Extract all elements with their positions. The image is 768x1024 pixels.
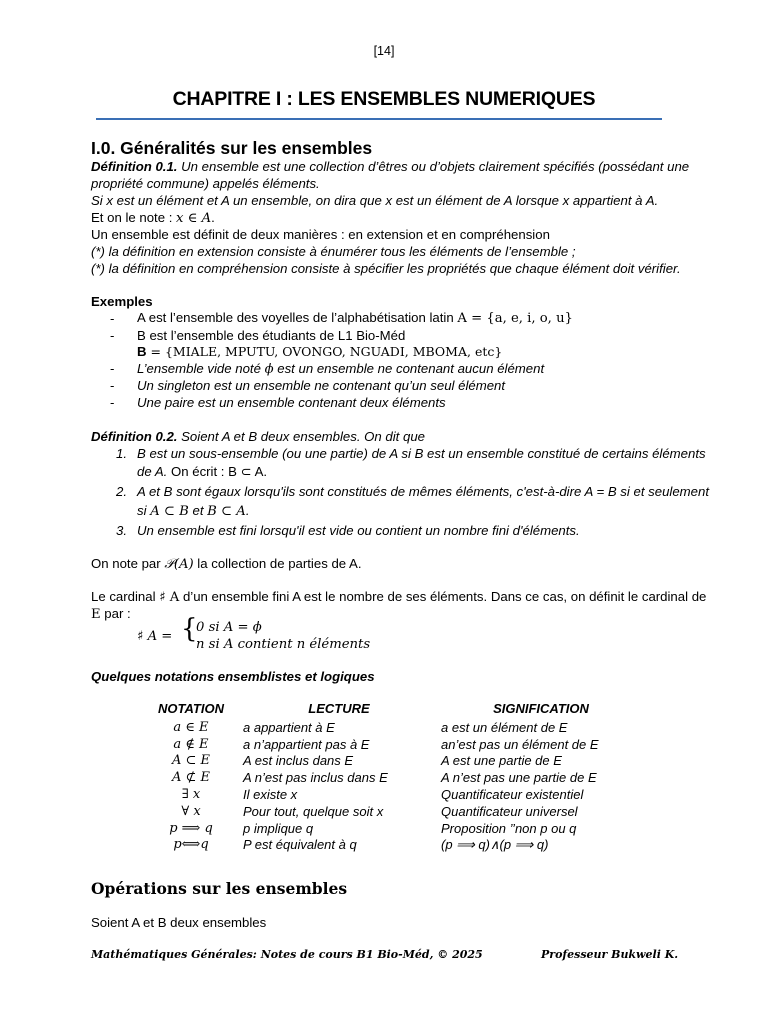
list-bullet: - [110,361,115,376]
lecture-cell: a n’appartient pas à E [243,736,370,752]
definition-1-label: Définition 0.1. [91,159,178,174]
cardinal-line-1: Le cardinal ♯ A d’un ensemble fini A est le nombre de ses éléments. Dans ce cas, on définit le cardinal de [91,589,707,605]
operations-intro: Soient A et B deux ensembles [91,915,267,930]
examples-title: Exemples [91,294,153,309]
lecture-cell: Pour tout, quelque soit x [243,803,384,819]
definition-2-intro: Définition 0.2. Soient A et B deux ensembles. On dit que [91,429,426,444]
list-number: 1. [116,446,127,461]
signification-cell: an’est pas un élément de E [441,736,599,752]
table-row [145,837,641,854]
lecture-cell: A est inclus dans E [243,753,354,769]
table-row [145,719,641,736]
signification-cell: A est une partie de E [441,753,562,769]
chapter-title: CHAPITRE I : LES ENSEMBLES NUMERIQUES [172,88,596,110]
lecture-cell: a appartient à E [243,719,335,735]
notation-cell: a ∈ E [173,719,209,735]
col-header-lecture: LECTURE [308,700,370,716]
list-bullet: - [110,378,115,393]
definition-2-label: Définition 0.2. [91,429,178,444]
section-title: I.0. Généralités sur les ensembles [91,138,373,158]
definition-2-item-2: A et B sont égaux lorsqu'ils sont constitués de mêmes éléments, c'est-à-dire A = B si et seulement [137,484,709,499]
definition-2-item-3: Un ensemble est fini lorsqu'il est vide ou contient un nombre fini d'éléments. [137,523,580,538]
table-row [145,820,641,837]
title-underline [96,118,662,120]
signification-cell: Proposition ’’non p ou q [441,820,577,836]
example-5: Une paire est un ensemble contenant deux éléments [137,395,446,410]
notation-cell: ∀ x [181,803,201,819]
notation-cell: p ⟹ q [169,820,213,836]
table-row [145,769,641,786]
signification-cell: A n’est pas une partie de E [441,770,597,786]
notation-cell: ∃ x [181,787,201,803]
lecture-cell: p implique q [243,820,314,836]
lecture-cell: P est équivalent à q [243,837,357,853]
col-header-notation: NOTATION [158,700,224,716]
cardinal-case-1: 0 si A = ϕ [196,620,262,635]
cardinal-brace: { [181,614,198,644]
page-number: [14] [373,44,395,58]
notation-cell: a ∉ E [173,736,209,752]
signification-cell: a est un élément de E [441,719,568,735]
definition-2-item-2-cont: si A ⊂ B et B ⊂ A. [137,503,250,519]
table-row [145,736,641,753]
definition-1-line-4: Un ensemble est définit de deux manières : en extension et en compréhension [91,227,550,242]
example-4: Un singleton est un ensemble ne contenant qu’un seul élément [137,378,506,393]
signification-cell: Quantificateur universel [441,803,578,819]
definition-1-line-2: propriété commune) appelés éléments. [91,176,320,191]
definition-1-line-5: (*) la définition en extension consiste à énumérer tous les éléments de l’ensemble ; [91,244,576,259]
notation-cell: A ⊂ E [171,753,211,769]
lecture-cell: Il existe x [243,787,298,803]
list-bullet: - [110,395,115,410]
cardinal-formula-lhs: ♯ A = [137,629,173,644]
notations-table [145,700,641,853]
definition-1-note: Et on le note : x ∈ A. [91,210,215,226]
lecture-cell: A n’est pas inclus dans E [243,770,388,786]
footer-course: Mathématiques Générales: Notes de cours B1 Bio-Méd, © 2025 [91,948,483,961]
example-2: B est l’ensemble des étudiants de L1 Bio-Méd [137,328,406,343]
list-number: 2. [116,484,127,499]
signification-cell: Quantificateur existentiel [441,787,584,803]
table-row [145,753,641,770]
table-header-row [145,700,641,719]
notation-cell: A ⊄ E [171,770,211,786]
example-1: A est l’ensemble des voyelles de l’alphabétisation latin A = {a, e, i, o, u} [137,310,573,326]
col-header-signification: SIGNIFICATION [493,700,589,716]
notation-cell: p⟺q [173,837,209,853]
definition-2-item-1-cont: de A. On écrit : B ⊂ A. [137,464,268,479]
list-bullet: - [110,311,115,326]
cardinal-case-2: n si A contient n éléments [196,637,371,652]
table-row [145,786,641,803]
parts-sentence: On note par 𝒫(A) la collection de parties de A. [91,556,362,572]
example-2-set: B = {MIALE, MPUTU, OVONGO, NGUADI, MBOMA, etc} [137,344,503,359]
definition-1-line-1: Définition 0.1. Un ensemble est une collection d’êtres ou d’objets clairement spécifiés (possédant une [91,159,690,174]
operations-title: Opérations sur les ensembles [91,879,348,898]
footer-author: Professeur Bukweli K. [541,948,679,961]
example-3: L’ensemble vide noté ϕ est un ensemble ne contenant aucun élément [137,361,545,377]
list-number: 3. [116,523,127,538]
definition-1-line-6: (*) la définition en compréhension consiste à spécifier les propriétés que chaque élément doit vérifier. [91,261,681,276]
definition-1-line-3: Si x est un élément et A un ensemble, on dira que x est un élément de A lorsque x appartient à A. [91,193,659,208]
signification-cell: (p ⟹ q)∧(p ⟹ q) [441,836,549,852]
notations-title: Quelques notations ensemblistes et logiques [91,669,375,684]
cardinal-line-2: E par : [91,606,131,622]
definition-2-item-1: B est un sous-ensemble (ou une partie) de A si B est un ensemble constitué de certains éléments [137,446,706,461]
list-bullet: - [110,328,115,343]
table-row [145,803,641,820]
